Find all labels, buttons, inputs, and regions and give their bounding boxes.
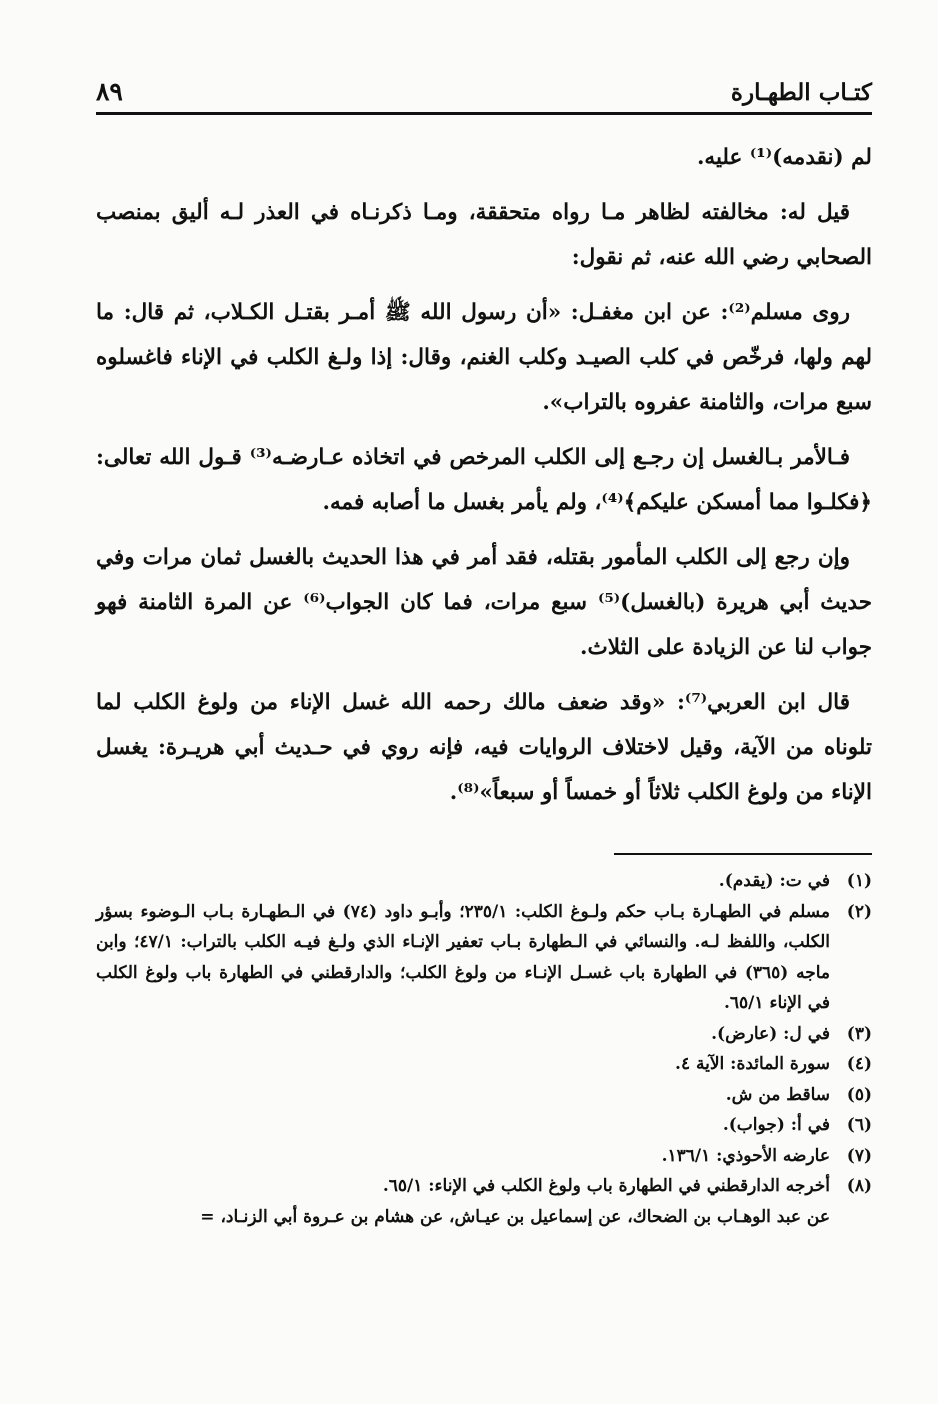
paragraph-2: قيل له: مخالفته لظاهر مـا رواه متحققة، ومـا ذكرنـاه في العذر لـه أليق بمنصب الصحابي رضي الله عنه، ثم نقول: xyxy=(96,200,872,270)
header-rule xyxy=(96,112,872,115)
paragraph-4: فـالأمر بـالغسل إن رجـع إلى الكلب المرخص في اتخاذه عـارضـه⁽³⁾ قـول الله تعالى: ﴿فكلـوا مما أمسكن عليكم﴾⁽⁴⁾، ولم يأمر بغسل ما أصابه فمه. xyxy=(96,445,872,515)
footnote-number: (٦) xyxy=(846,1115,872,1135)
chapter-title: كتـاب الطهـارة xyxy=(730,79,872,106)
footnote-text: عارضه الأحوذي: ١٣٦/١. xyxy=(661,1145,830,1166)
footnote xyxy=(96,1110,872,1141)
footnote-text: في أ: (جواب). xyxy=(722,1115,830,1135)
footnotes xyxy=(96,866,872,1232)
paragraph-3: روى مسلم⁽²⁾: عن ابن مغفـل: «أن رسول الله ﷺ أمـر بقتـل الكـلاب، ثم قال: ما لهم ولها، فرخّص في كلب الصيـد وكلب الغنم، وقال: إذا ولـغ الكلب في الإناء فاغسلوه سبع مرات، والثامنة عفروه بالتراب». xyxy=(96,300,872,415)
main-text xyxy=(96,135,872,815)
footnote xyxy=(96,1080,872,1111)
footnote-text: مسلم في الطهـارة بـاب حكم ولـوغ الكلب: ٢٣٥/١؛ وأبـو داود (٧٤) في الـطهـارة بـاب الـوضوء بسؤر الكلب، واللفظ لـه. والنسائي في الـطهارة بـاب تعفير الإنـاء الذي ولـغ فيـه الكلب بالتراب: ٤٧/١؛ وابن ماجه (٣٦٥) في الطهارة باب غسـل الإنـاء من ولوغ الكلب؛ والدارقطني في الطهارة باب ولوغ الكلب في الإناء ٦٥/١. xyxy=(96,901,830,1013)
page-number: ٨٩ xyxy=(96,77,123,106)
footnote-text: أخرجه الدارقطني في الطهارة باب ولوغ الكلب في الإناء: ٦٥/١. xyxy=(382,1176,830,1196)
footnote-text: ساقط من ش. xyxy=(725,1084,830,1105)
footnote xyxy=(96,1141,872,1172)
paragraph-6: قال ابن العربي⁽⁷⁾: «وقد ضعف مالك رحمه الله غسل الإناء من ولوغ الكلب لما تلوناه من الآية، وقيل لاختلاف الروايات فيه، فإنه روي في حـديث أبي هريـرة: يغسل الإناء من ولوغ الكلب ثلاثاً أو خمساً أو سبعاً»⁽⁸⁾. xyxy=(96,690,872,805)
paragraph-1: لم (نقدمه)⁽¹⁾ عليه. xyxy=(696,145,872,170)
footnote-text: في ت: (يقدم). xyxy=(718,871,830,891)
paragraph-5: وإن رجع إلى الكلب المأمور بقتله، فقد أمر في هذا الحديث بالغسل ثمان مرات وفي حديث أبي هريرة (بالغسل)⁽⁵⁾ سبع مرات، فما كان الجواب⁽⁶⁾ عن المرة الثامنة فهو جواب لنا عن الزيادة على الثلاث. xyxy=(96,545,872,660)
footnote xyxy=(96,1049,872,1080)
footnote xyxy=(96,1171,872,1202)
footnote-text: في ل: (عارض). xyxy=(711,1023,830,1044)
running-header xyxy=(96,66,872,106)
footnote-number: (٢) xyxy=(846,901,872,922)
footnote-continuation: عن عبد الوهـاب بن الضحاك، عن إسماعيل بن عيـاش، عن هشام بن عـروة أبي الزنـاد، = xyxy=(200,1206,830,1227)
footnote-rule xyxy=(614,853,872,855)
footnote-number: (١) xyxy=(846,871,872,891)
footnote xyxy=(96,1019,872,1050)
footnote-number: (٣) xyxy=(846,1023,872,1044)
footnote-text: سورة المائدة: الآية ٤. xyxy=(675,1054,830,1074)
footnote-number: (٤) xyxy=(846,1054,872,1074)
footnote xyxy=(96,866,872,897)
footnote-number: (٨) xyxy=(846,1176,872,1196)
footnote-number: (٥) xyxy=(846,1084,872,1105)
footnote-number: (٧) xyxy=(846,1145,872,1166)
footnote xyxy=(96,897,872,1019)
